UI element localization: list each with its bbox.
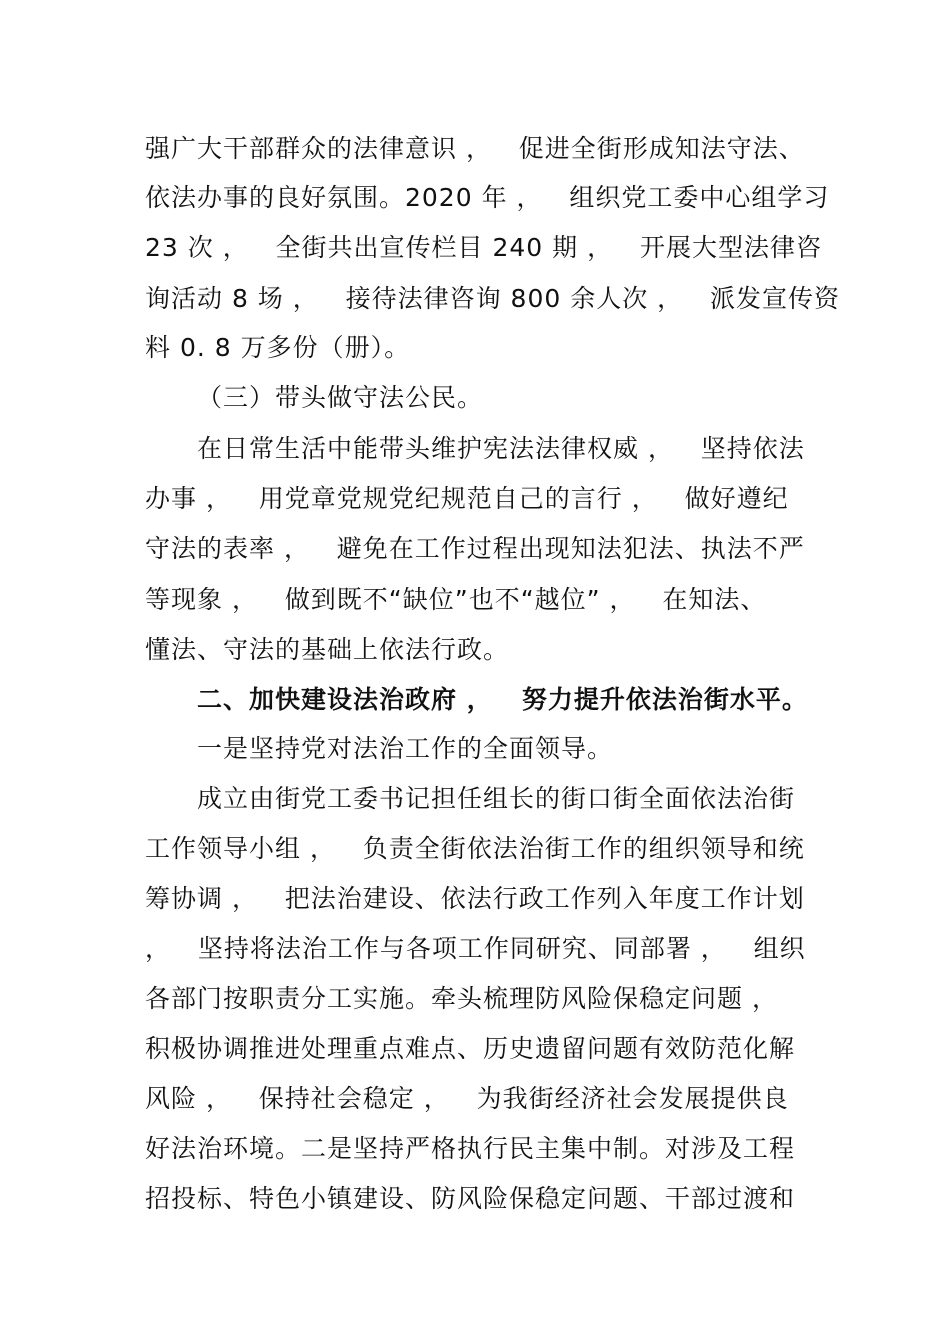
body-text-line: 询活动 8 场 ， 接待法律咨询 800 余人次 ， 派发宣传资 <box>145 284 840 313</box>
body-text-line: 在日常生活中能带头维护宪法法律权威 ， 坚持依法 <box>197 434 805 463</box>
body-text-line: 强广大干部群众的法律意识 ， 促进全街形成知法守法、 <box>145 134 805 163</box>
body-text-line: 依法办事的良好氛围。2020 年 ， 组织党工委中心组学习 <box>145 183 830 212</box>
body-text-line: 成立由街党工委书记担任组长的街口街全面依法治街 <box>197 784 796 813</box>
body-text-line: 招投标、特色小镇建设、防风险保稳定问题、干部过渡和 <box>145 1184 796 1213</box>
body-text-line: 工作领导小组 ， 负责全街依法治街工作的组织领导和统 <box>145 834 805 863</box>
body-text-line: 办事 ， 用党章党规党纪规范自己的言行 ， 做好遵纪 <box>145 484 789 513</box>
body-text-line: 守法的表率 ， 避免在工作过程出现知法犯法、执法不严 <box>145 534 805 563</box>
body-text-line: 料 0. 8 万多份（册）。 <box>145 333 411 362</box>
body-text-line: 懂法、守法的基础上依法行政。 <box>145 635 510 664</box>
body-text-line: 等现象 ， 做到既不“缺位”也不“越位” ， 在知法、 <box>145 585 767 614</box>
body-text-line: 好法治环境。二是坚持严格执行民主集中制。对涉及工程 <box>145 1134 796 1163</box>
body-text-line: 各部门按职责分工实施。牵头梳理防风险保稳定问题 ， <box>145 984 778 1013</box>
section-subheading: （三）带头做守法公民。 <box>197 383 484 412</box>
section-heading: 二、加快建设法治政府 ， 努力提升依法治街水平。 <box>197 685 808 714</box>
body-text-line: 积极协调推进处理重点难点、历史遗留问题有效防范化解 <box>145 1034 796 1063</box>
body-text-line: ， 坚持将法治工作与各项工作同研究、同部署 ， 组织 <box>145 934 806 963</box>
body-text-line: 风险 ， 保持社会稳定 ， 为我街经济社会发展提供良 <box>145 1084 789 1113</box>
body-text-line: 筹协调 ， 把法治建设、依法行政工作列入年度工作计划 <box>145 884 805 913</box>
body-text-line: 23 次 ， 全街共出宣传栏目 240 期 ， 开展大型法律咨 <box>145 233 822 262</box>
section-subheading: 一是坚持党对法治工作的全面领导。 <box>197 734 614 763</box>
